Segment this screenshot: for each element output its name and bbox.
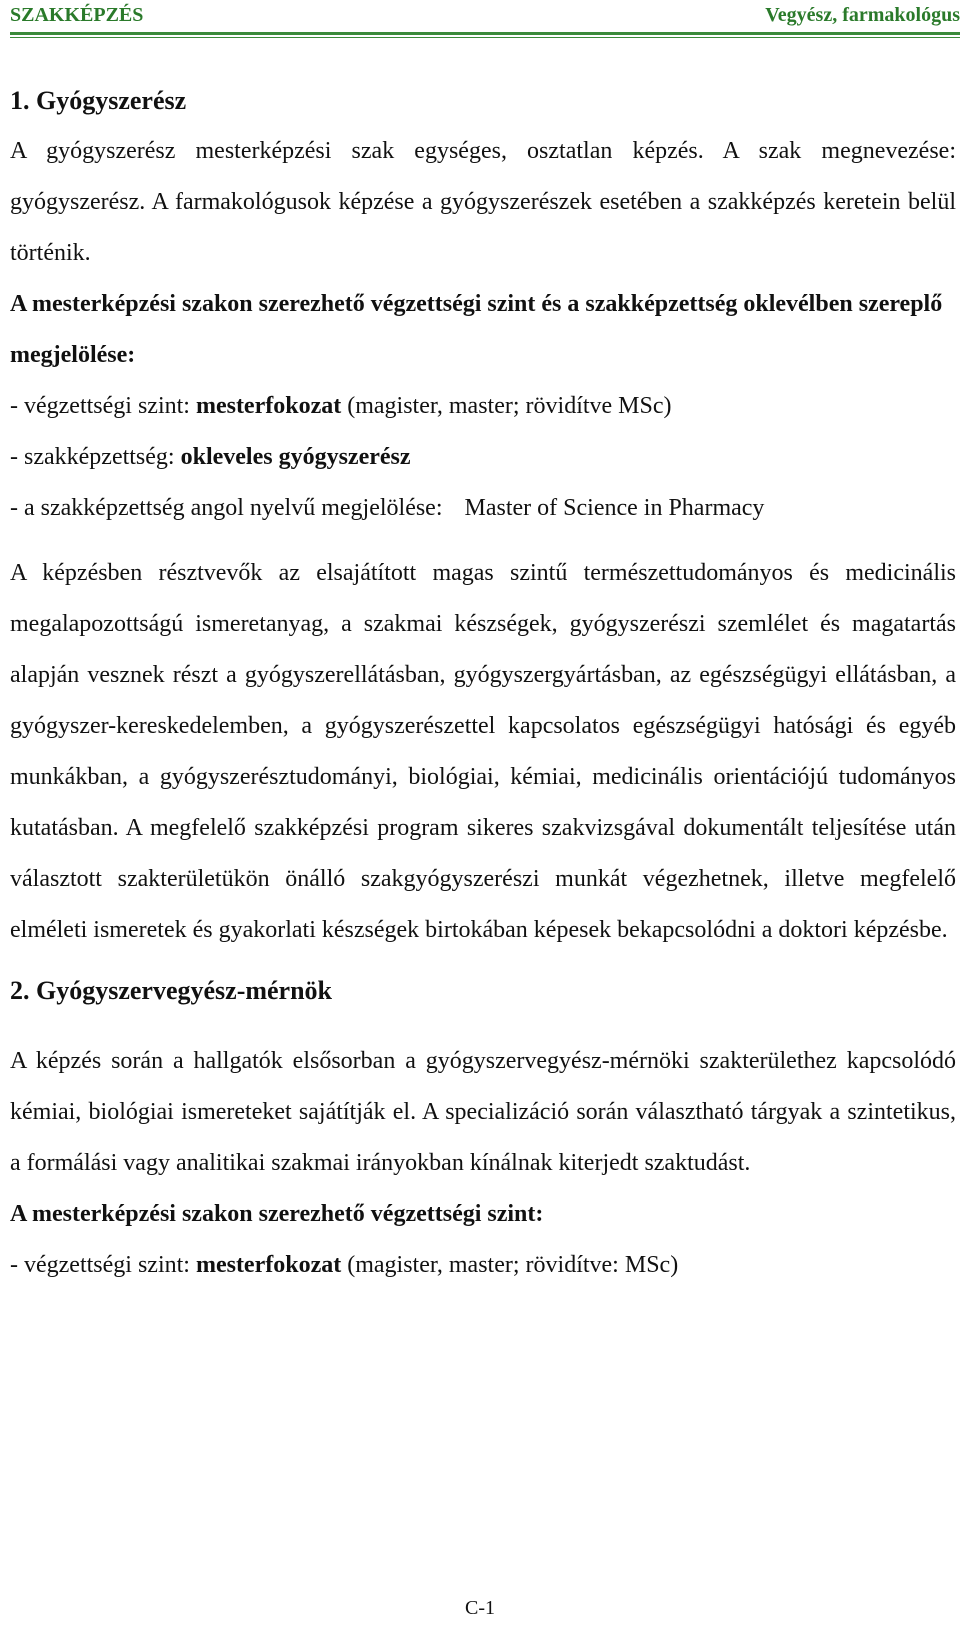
section1-intro: A gyógyszerész mesterképzési szak egységes, osztatlan képzés. A szak megnevezése: gyógyszerész. A farmakológusok képzése a gyógyszerészek esetében a szakképzés keretein belül történik. [10, 138, 956, 266]
item-value: Master of Science in Pharmacy [464, 495, 765, 521]
section2-body: A képzés során a hallgatók elsősorban a gyógyszervegyész-mérnöki szakterülethez kapcsolódó kémiai, biológiai ismereteket sajátítják el. A specializáció során választható tárgyak a szintetikus, a formálási vagy analitikai szakmai irányokban kínálnak kiterjedt szaktudást. [10, 1048, 956, 1176]
item-prefix: - végzettségi szint: [10, 1252, 196, 1278]
item-suffix: (magister, master; rövidítve MSc) [341, 393, 672, 419]
header-rule-thin [10, 37, 960, 38]
section2-heading: A mesterképzési szakon szerezhető végzettségi szint: [10, 1201, 544, 1227]
page-header [10, 0, 960, 30]
header-left: SZAKKÉPZÉS [10, 4, 144, 26]
section1-item-degree [10, 381, 956, 432]
section1-heading: A mesterképzési szakon szerezhető végzettségi szint és a szakképzettség oklevélben szereplő megjelölése: [10, 291, 943, 368]
header-rule-thick [10, 32, 960, 35]
item-bold: mesterfokozat [195, 393, 342, 419]
page-number: C-1 [465, 1597, 495, 1619]
section1-item-english [10, 483, 956, 534]
item-prefix: - a szakképzettség angol nyelvű megjelölése: [10, 495, 443, 521]
section2-item-degree [10, 1240, 956, 1291]
item-prefix: - szakképzettség: [10, 444, 181, 470]
item-suffix: (magister, master; rövidítve: MSc) [341, 1252, 679, 1278]
page-content [10, 76, 956, 1291]
section2-title: 2. Gyógyszervegyész-mérnök [10, 976, 333, 1005]
section1-body: A képzésben résztvevők az elsajátított magas szintű természettudományos és medicinális megalapozottságú ismeretanyag, a szakmai készségek, gyógyszerészi szemlélet és magatartás alapján vesznek részt a gyógyszerellátásban, gyógyszergyártásban, az egészségügyi ellátásban, a gyógyszer-kereskedelemben, a gyógyszerészettel kapcsolatos egészségügyi hatósági és egyéb munkákban, a gyógyszerésztudományi, biológiai, kémiai, medicinális orientációjú tudományos kutatásban. A megfelelő szakképzési program sikeres szakvizsgával dokumentált teljesítése után választott szakterületükön önálló szakgyógyszerészi munkát végezhetnek, illetve megfelelő elméleti ismeretek és gyakorlati készségek birtokában képesek bekapcsolódni a doktori képzésbe. [10, 560, 956, 943]
item-bold: okleveles gyógyszerész [180, 444, 411, 470]
item-prefix: - végzettségi szint: [10, 393, 196, 419]
section1-item-qualification [10, 432, 956, 483]
section1-title: 1. Gyógyszerész [10, 86, 187, 115]
header-right: Vegyész, farmakológus [765, 4, 960, 26]
item-bold: mesterfokozat [195, 1252, 342, 1278]
